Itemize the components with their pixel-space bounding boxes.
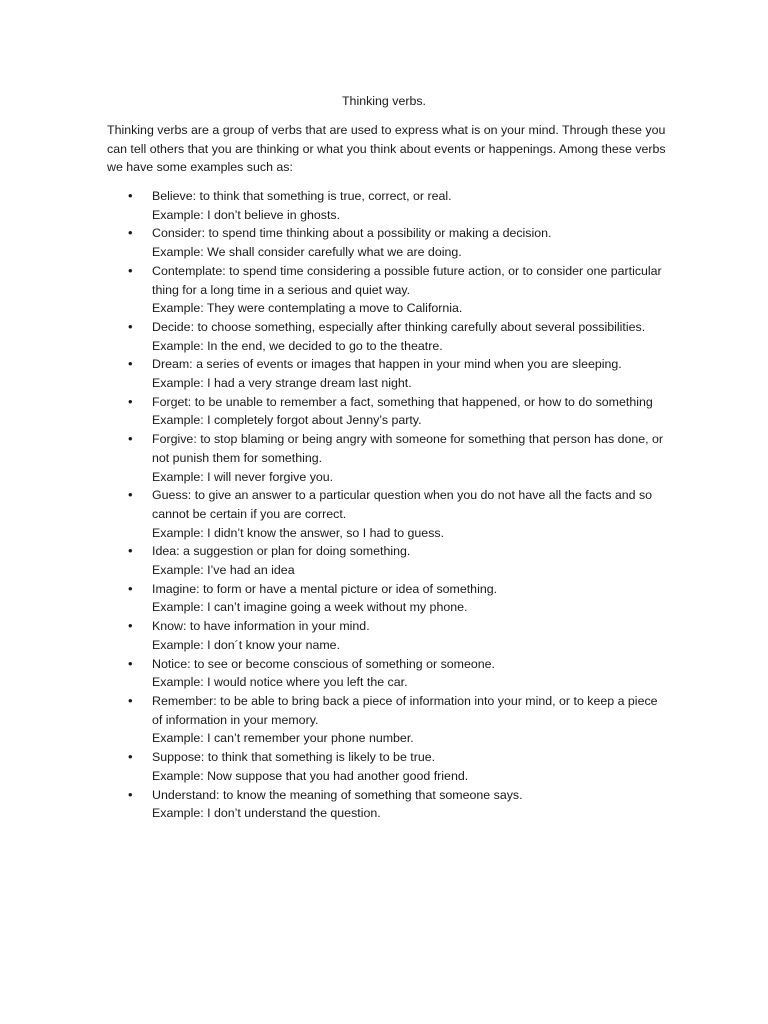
bullet-icon: •: [128, 487, 133, 503]
verb-example: Example: I don´t know your name.: [152, 637, 341, 652]
list-item: [0, 355, 664, 392]
list-item: [0, 393, 664, 430]
verb-definition: Idea: a suggestion or plan for doing something.: [152, 544, 411, 559]
verb-definition: Believe: to think that something is true, correct, or real.: [152, 189, 452, 203]
verb-example: Example: I don’t believe in ghosts.: [152, 207, 341, 222]
list-item: [0, 262, 664, 318]
list-item: [0, 430, 664, 486]
verb-example: Example: They were contemplating a move to California.: [152, 301, 463, 316]
verb-example: Example: I had a very strange dream last night.: [152, 376, 412, 391]
list-item: [0, 187, 664, 224]
bullet-icon: •: [128, 618, 133, 634]
verb-example: Example: I completely forgot about Jenny’s party.: [152, 413, 422, 428]
list-item: [0, 786, 664, 823]
verb-example: Example: I don’t understand the question.: [152, 806, 381, 821]
bullet-icon: •: [128, 356, 133, 372]
bullet-icon: •: [128, 580, 133, 596]
verb-example: Example: I didn’t know the answer, so I had to guess.: [152, 525, 445, 540]
verb-definition: Understand: to know the meaning of something that someone says.: [152, 787, 523, 802]
verb-definition: Consider: to spend time thinking about a possibility or making a decision.: [152, 226, 552, 241]
verb-definition: Dream: a series of events or images that happen in your mind when you are sleeping.: [152, 357, 622, 372]
verb-list: [0, 187, 768, 823]
verb-definition: Forgive: to stop blaming or being angry with someone for something that person has done, or not punish them for something.: [152, 432, 664, 465]
list-item: [0, 580, 664, 617]
bullet-icon: •: [128, 543, 133, 559]
list-item: [0, 692, 664, 748]
bullet-icon: •: [128, 786, 133, 802]
bullet-icon: •: [128, 692, 133, 708]
list-item: [0, 224, 664, 261]
verb-definition: Remember: to be able to bring back a piece of information into your mind, or to keep a piece of information in your memory.: [152, 693, 658, 727]
verb-example: Example: I will never forgive you.: [152, 469, 334, 484]
list-item: [0, 748, 664, 785]
document-title: Thinking verbs.: [341, 94, 427, 108]
verb-example: Example: I can’t remember your phone number.: [152, 731, 414, 746]
verb-example: Example: I’ve had an idea: [152, 563, 295, 578]
verb-definition: Decide: to choose something, especially after thinking carefully about several possibilities.: [152, 319, 646, 334]
bullet-icon: •: [128, 188, 133, 203]
list-item: [0, 655, 664, 692]
verb-example: Example: In the end, we decided to go to the theatre.: [152, 338, 443, 353]
intro-paragraph: Thinking verbs are a group of verbs that are used to express what is on your mind. Through these you can tell others that you are thinking or what you think about events or happenings. Among these verbs we have some examples such as:: [107, 123, 666, 175]
bullet-icon: •: [128, 393, 133, 409]
list-item: [0, 617, 664, 654]
verb-definition: Suppose: to think that something is likely to be true.: [152, 750, 436, 765]
list-item: [0, 542, 664, 579]
bullet-icon: •: [128, 262, 133, 278]
verb-definition: Contemplate: to spend time considering a possible future action, or to consider one particular thing for a long time in a serious and quiet way.: [152, 263, 662, 297]
bullet-icon: •: [128, 225, 133, 241]
list-item: [0, 486, 664, 542]
verb-example: Example: Now suppose that you had another good friend.: [152, 768, 469, 783]
verb-example: Example: I would notice where you left the car.: [152, 675, 408, 690]
bullet-icon: •: [128, 431, 133, 447]
verb-definition: Forget: to be unable to remember a fact, something that happened, or how to do something: [152, 394, 653, 409]
verb-definition: Notice: to see or become conscious of something or someone.: [152, 656, 495, 671]
bullet-icon: •: [128, 749, 133, 765]
verb-definition: Know: to have information in your mind.: [152, 619, 370, 634]
verb-definition: Guess: to give an answer to a particular question when you do not have all the facts and so cannot be certain if you are correct.: [152, 488, 653, 521]
bullet-icon: •: [128, 318, 133, 334]
bullet-icon: •: [128, 655, 133, 671]
verb-example: Example: I can’t imagine going a week without my phone.: [152, 600, 468, 615]
list-item: [0, 318, 664, 355]
verb-example: Example: We shall consider carefully what we are doing.: [152, 245, 462, 260]
verb-definition: Imagine: to form or have a mental picture or idea of something.: [152, 581, 498, 596]
